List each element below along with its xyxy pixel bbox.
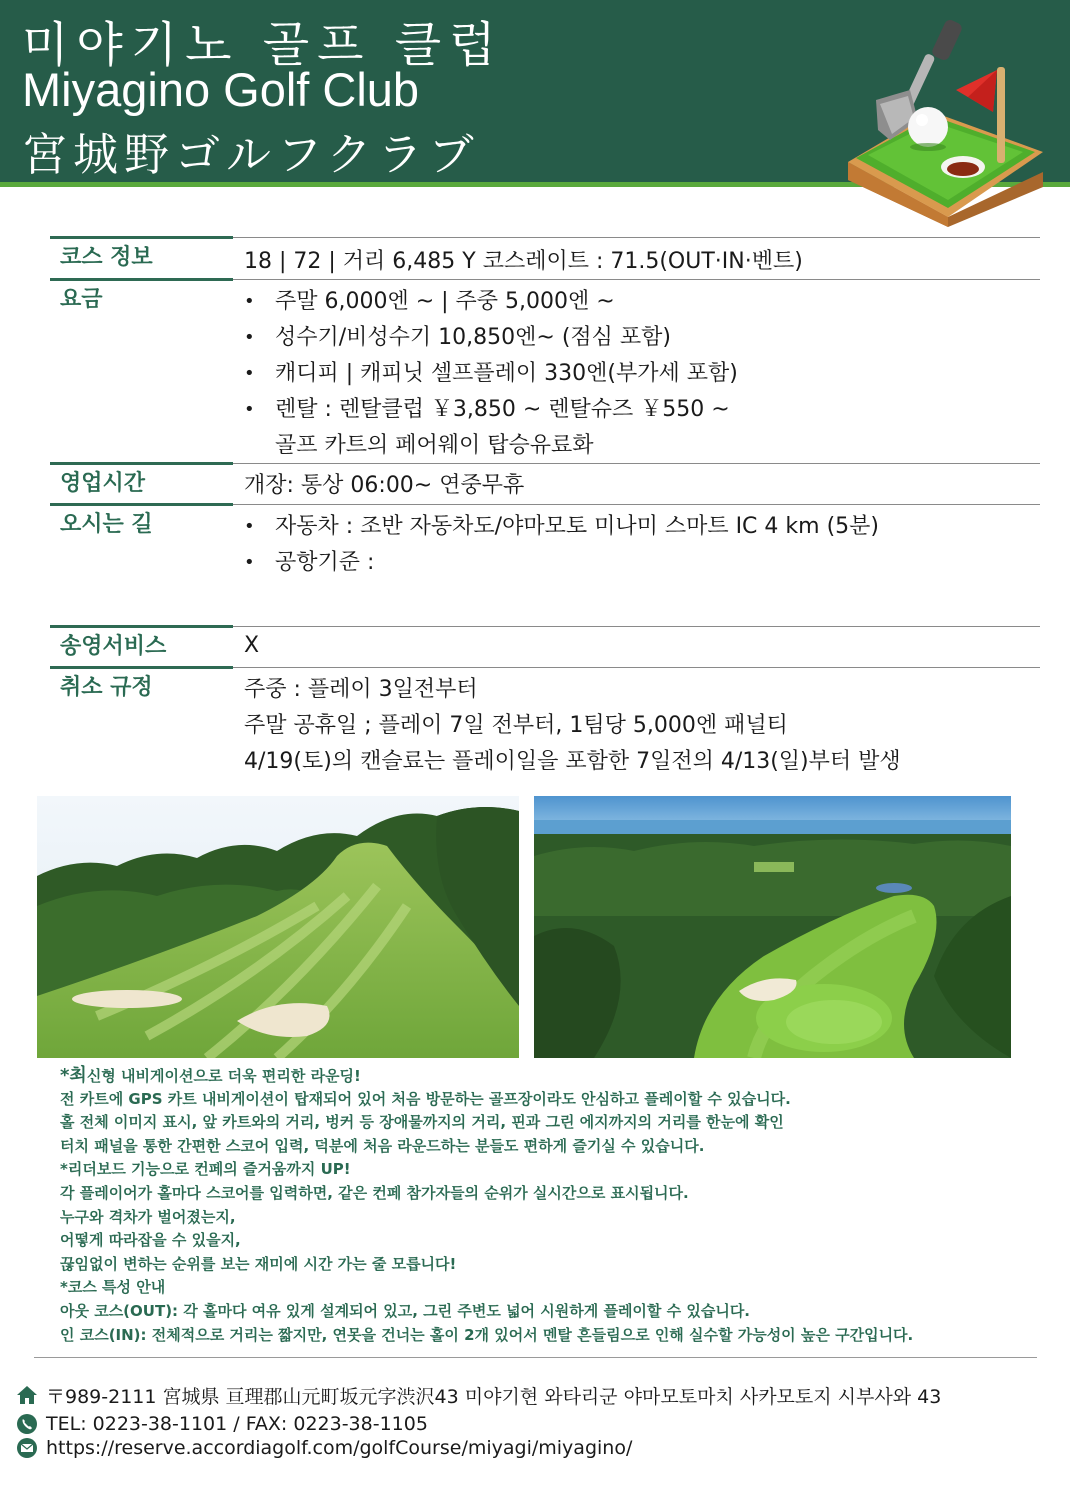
website-link[interactable]: https://reserve.accordiagolf.com/golfCourse/miyagi/miyagino/ xyxy=(46,1437,633,1459)
row-divider xyxy=(50,503,233,506)
note-course-heading: *코스 특성 안내 xyxy=(60,1278,166,1297)
course-photo-aerial xyxy=(534,796,1011,1058)
shuttle-label: 송영서비스 xyxy=(60,634,167,659)
note-course-in: 인 코스(IN): 전체적으로 거리는 짧지만, 연못을 건너는 홀이 2개 있어서 멘탈 흔들림으로 인해 실수할 가능성이 높은 구간입니다. xyxy=(60,1325,914,1344)
row-divider xyxy=(50,236,233,239)
row-divider xyxy=(50,666,233,669)
golf-hole-flag-icon xyxy=(838,12,1048,227)
list-item: • 캐디피 | 캐피닛 셀프플레이 330엔(부가세 포함) xyxy=(244,361,738,386)
fees-label: 요금 xyxy=(60,287,103,312)
row-divider xyxy=(233,237,1040,238)
note-leaderboard-fun: 끊임없이 변하는 순위를 보는 재미에 시간 가는 줄 모릅니다! xyxy=(60,1254,457,1273)
list-item: • 공항기준 : xyxy=(244,550,375,575)
list-item: • 렌탈 : 렌탈클럽 ￥3,850 ~ 렌탈슈즈 ￥550 ~ xyxy=(244,397,730,422)
fees-list xyxy=(244,288,738,432)
cancellation-weekday: 주중 : 플레이 3일전부터 xyxy=(244,677,478,702)
directions-list xyxy=(244,513,879,585)
home-icon xyxy=(16,1384,38,1406)
directions-airport: 공항기준 : xyxy=(275,550,375,575)
title-japanese: 宮城野ゴルフクラブ xyxy=(22,128,480,181)
note-navigation-gps: 전 카트에 GPS 카트 내비게이션이 탑재되어 있어 처음 방문하는 골프장이라도 안심하고 플레이할 수 있습니다. xyxy=(60,1089,791,1108)
course-info-value: 18 | 72 | 거리 6,485 Y 코스레이트 : 71.5(OUT·IN·벤트) xyxy=(244,249,803,274)
row-divider xyxy=(50,278,233,281)
row-divider xyxy=(50,462,233,465)
row-divider xyxy=(233,463,1040,464)
mail-icon xyxy=(16,1437,38,1459)
cancellation-label: 취소 규정 xyxy=(60,675,153,700)
fee-rental: 렌탈 : 렌탈클럽 ￥3,850 ~ 렌탈슈즈 ￥550 ~ xyxy=(275,397,730,422)
phone-text: TEL: 0223-38-1101 / FAX: 0223-38-1105 xyxy=(46,1413,428,1435)
course-photo-fairway xyxy=(37,796,519,1058)
note-leaderboard-gap: 누구와 격차가 벌어졌는지, xyxy=(60,1207,236,1226)
footer-divider xyxy=(34,1357,1037,1358)
cancellation-value xyxy=(244,676,901,784)
row-divider xyxy=(233,667,1040,668)
row-divider xyxy=(233,626,1040,627)
shuttle-value: X xyxy=(244,633,260,658)
footer-address xyxy=(16,1382,941,1408)
note-course-out: 아웃 코스(OUT): 각 홀마다 여유 있게 설계되어 있고, 그린 주변도 넓어 시원하게 플레이할 수 있습니다. xyxy=(60,1301,751,1320)
address-text: 〒989-2111 宮城県 亘理郡山元町坂元字渋沢43 미야기현 와타리군 야마모토마치 사카모토지 시부사와 43 xyxy=(46,1385,942,1408)
list-item: • 성수기/비성수기 10,850엔~ (점심 포함) xyxy=(244,325,671,350)
course-notes xyxy=(60,1064,1040,1347)
note-leaderboard-realtime: 각 플레이어가 홀마다 스코어를 입력하면, 같은 컨페 참가자들의 순위가 실시간으로 표시됩니다. xyxy=(60,1183,689,1202)
note-navigation-heading: *최신형 내비게이션으로 더욱 편리한 라운딩! xyxy=(60,1065,361,1086)
fee-weekend-weekday: 주말 6,000엔 ~ | 주중 5,000엔 ~ xyxy=(275,289,615,314)
cancellation-weekend: 주말 공휴일 ; 플레이 7일 전부터, 1팀당 5,000엔 패널티 xyxy=(244,713,788,738)
note-navigation-score: 터치 패널을 통한 간편한 스코어 입력, 덕분에 처음 라운드하는 분들도 편하게 즐기실 수 있습니다. xyxy=(60,1136,705,1155)
course-info-label: 코스 정보 xyxy=(60,245,153,270)
directions-value xyxy=(244,513,879,585)
cancellation-example: 4/19(토)의 캔슬료는 플레이일을 포함한 7일전의 4/13(일)부터 발생 xyxy=(244,749,901,774)
fee-caddie: 캐디피 | 캐피닛 셀프플레이 330엔(부가세 포함) xyxy=(275,361,738,386)
row-divider xyxy=(233,504,1040,505)
phone-icon xyxy=(16,1413,38,1435)
list-item: • 자동차 : 조반 자동차도/야마모토 미나미 스마트 IC 4 km (5분) xyxy=(244,514,879,539)
hours-value: 개장: 통상 06:00~ 연중무휴 xyxy=(244,473,525,498)
note-leaderboard-heading: *리더보드 기능으로 컨페의 즐거움까지 UP! xyxy=(60,1160,351,1179)
row-divider xyxy=(233,279,1040,280)
footer-url xyxy=(16,1435,632,1461)
footer-phone xyxy=(16,1411,428,1437)
fee-cart-note: 골프 카트의 페어웨이 탑승유료화 xyxy=(275,433,594,458)
note-leaderboard-catchup: 어떻게 따라잡을 수 있을지, xyxy=(60,1231,241,1250)
directions-label: 오시는 길 xyxy=(60,512,153,537)
title-korean: 미야기노 골프 클럽 xyxy=(22,17,504,73)
row-divider xyxy=(50,625,233,628)
fee-season: 성수기/비성수기 10,850엔~ (점심 포함) xyxy=(275,325,671,350)
list-item: • 주말 6,000엔 ~ | 주중 5,000엔 ~ xyxy=(244,289,615,314)
fees-value xyxy=(244,288,738,468)
hours-label: 영업시간 xyxy=(60,471,146,496)
title-english: Miyagino Golf Club xyxy=(22,63,420,116)
note-navigation-display: 홀 전체 이미지 표시, 앞 카트와의 거리, 벙커 등 장애물까지의 거리, 핀과 그린 에지까지의 거리를 한눈에 확인 xyxy=(60,1113,784,1132)
directions-car: 자동차 : 조반 자동차도/야마모토 미나미 스마트 IC 4 km (5분) xyxy=(275,514,879,539)
